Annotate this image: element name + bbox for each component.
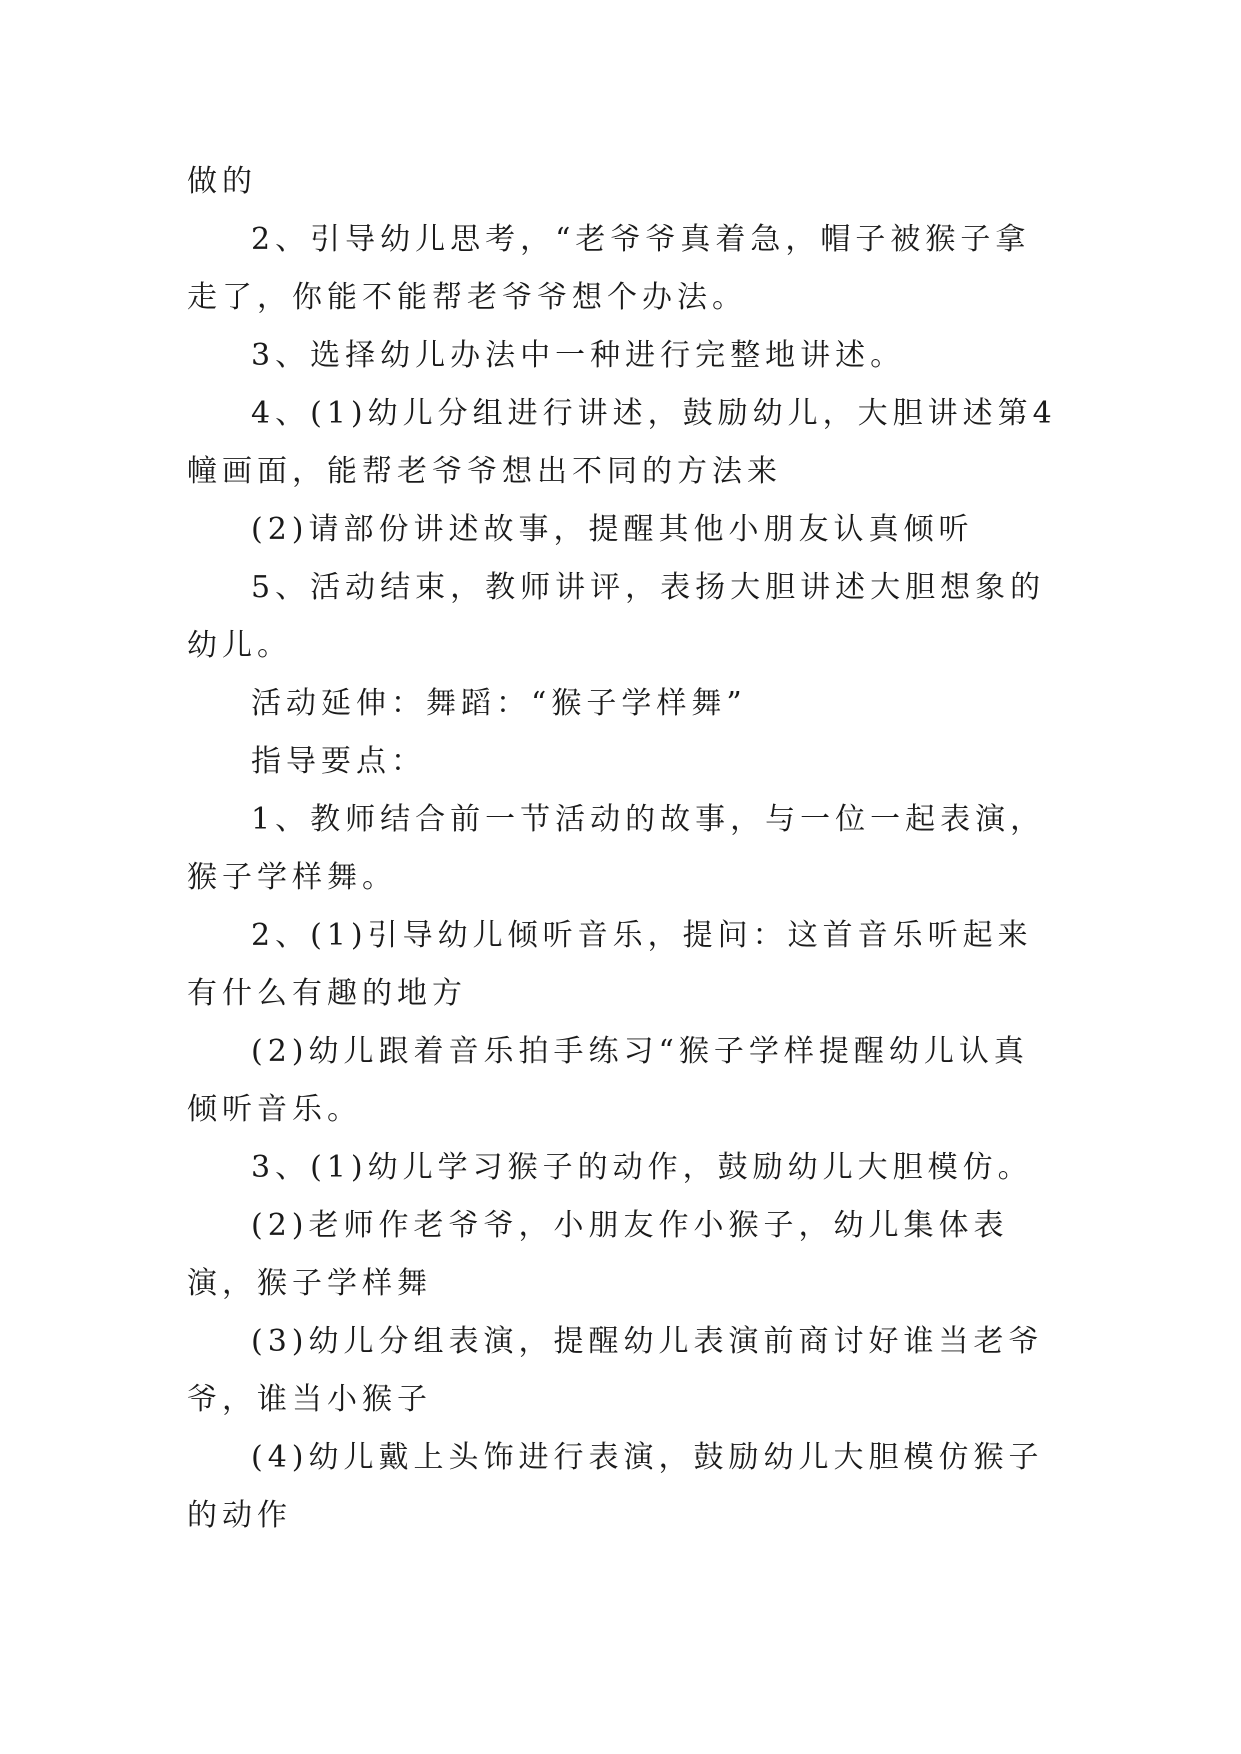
paragraph: (4)幼儿戴上头饰进行表演，鼓励幼儿大胆模仿猴子的动作 bbox=[187, 1440, 1044, 1533]
paragraph: 2、引导幼儿思考，“老爷爷真着急，帽子被猴子拿走了，你能不能帮老爷爷想个办法。 bbox=[187, 222, 1031, 315]
paragraph: 2、(1)引导幼儿倾听音乐，提问：这首音乐听起来有什么有趣的地方 bbox=[187, 918, 1033, 1011]
paragraph: (3)幼儿分组表演，提醒幼儿表演前商讨好谁当老爷爷，谁当小猴子 bbox=[187, 1324, 1044, 1417]
paragraph: 做的 bbox=[187, 164, 257, 199]
paragraph: 3、选择幼儿办法中一种进行完整地讲述。 bbox=[251, 338, 906, 373]
paragraph: 3、(1)幼儿学习猴子的动作，鼓励幼儿大胆模仿。 bbox=[251, 1150, 1033, 1185]
paragraph: (2)幼儿跟着音乐拍手练习“猴子学样提醒幼儿认真倾听音乐。 bbox=[187, 1034, 1029, 1127]
document-body bbox=[187, 153, 1057, 1545]
section-heading: 指导要点： bbox=[251, 744, 426, 779]
paragraph: 4、(1)幼儿分组进行讲述，鼓励幼儿，大胆讲述第4幢画面，能帮老爷爷想出不同的方法来 bbox=[187, 396, 1057, 489]
paragraph: 1、教师结合前一节活动的故事，与一位一起表演，猴子学样舞。 bbox=[187, 802, 1046, 895]
section-heading: 活动延伸：舞蹈：“猴子学样舞” bbox=[251, 686, 747, 721]
paragraph: (2)老师作老爷爷，小朋友作小猴子，幼儿集体表演，猴子学样舞 bbox=[187, 1208, 1009, 1301]
paragraph: (2)请部份讲述故事，提醒其他小朋友认真倾听 bbox=[251, 512, 974, 547]
paragraph: 5、活动结束，教师讲评，表扬大胆讲述大胆想象的幼儿。 bbox=[187, 570, 1046, 663]
